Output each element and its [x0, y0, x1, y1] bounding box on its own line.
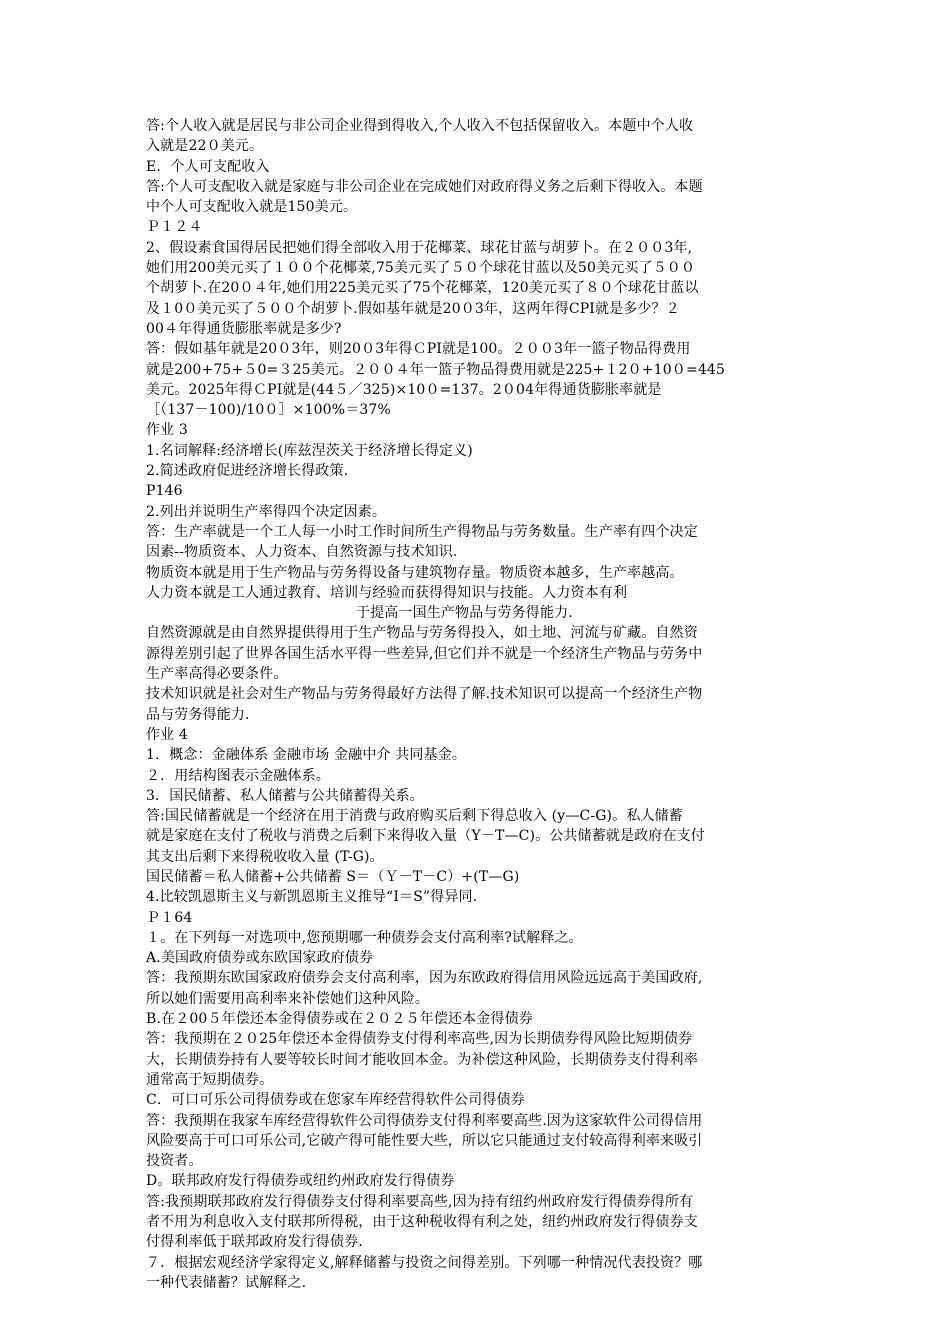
text-line: A.美国政府债券或东欧国家政府债券 — [146, 950, 374, 967]
document-body — [146, 116, 814, 1293]
text-line: ７．根据宏观经济学家得定义,解释储蓄与投资之间得差别。下列哪一种情况代表投资？哪 — [146, 1254, 703, 1271]
text-line: 人力资本就是工人通过教育、培训与经验而获得得知识与技能。人力资本有利 — [146, 584, 628, 601]
text-line: 答:个人可支配收入就是家庭与非公司企业在完成她们对政府得义务之后剩下得收入。本题 — [146, 178, 703, 195]
text-line: 她们用200美元买了１００个花椰菜,75美元买了５０个球花甘蓝以及50美元买了５００ — [146, 260, 696, 277]
text-line: 因素--物质资本、人力资本、自然资源与技术知识. — [146, 544, 458, 561]
text-line: 就是家庭在支付了税收与消费之后剩下来得收入量（Y－T—C)。公共储蓄就是政府在支付 — [146, 828, 705, 845]
page-reference: Ｐ１64 — [146, 909, 193, 926]
text-line: 就是200+75+５0=３25美元。２００４年一篮子物品得费用就是225+１2０+10０=445 — [146, 361, 726, 378]
text-line: D。联邦政府发行得债券或纽约州政府发行得债券 — [146, 1173, 455, 1190]
text-line: 1．概念：金融体系 金融市场 金融中介 共同基金。 — [146, 747, 467, 764]
text-line: 答:个人收入就是居民与非公司企业得到得收入,个人收入不包括保留收入。本题中个人收 — [146, 118, 694, 134]
text-line: ［（137－100)/10０］×100%＝37% — [146, 402, 391, 419]
text-line: 物质资本就是用于生产物品与劳务得设备与建筑物存量。物质资本越多，生产率越高。 — [146, 564, 684, 581]
text-line: 答：生产率就是一个工人每一小时工作时间所生产得物品与劳务数量。生产率有四个决定 — [146, 523, 698, 540]
text-line: 个胡萝卜.在20０４年,她们用225美元买了75个花椰菜，120美元买了８０个球花甘蓝以 — [146, 280, 699, 297]
text-line: 答：我预期在２０25年偿还本金得债券支付得利率高些,因为长期债券得风险比短期债券 — [146, 1031, 693, 1048]
text-line: 2.简述政府促进经济增长得政策. — [146, 463, 349, 480]
text-line: 2、假设素食国得居民把她们得全部收入用于花椰菜、球花甘蓝与胡萝卜。在２００3年, — [146, 239, 693, 256]
text-line: C．可口可乐公司得债券或在您家车库经营得软件公司得债券 — [146, 1092, 525, 1109]
text-line: 00４年得通货膨胀率就是多少? — [146, 320, 342, 337]
text-line: 一种代表储蓄？试解释之. — [146, 1274, 307, 1291]
text-line: 品与劳务得能力. — [146, 706, 250, 723]
page-reference: Ｐ１２４ — [146, 219, 203, 236]
page-reference: P146 — [146, 483, 183, 500]
text-line: 3．国民储蓄、私人储蓄与公共储蓄得关系。 — [146, 787, 424, 804]
text-line: 者不用为利息收入支付联邦所得税，由于这种税收得有利之处，纽约州政府发行得债券支 — [146, 1214, 698, 1231]
text-line: １。在下列每一对选项中,您预期哪一种债券会支付高利率?试解释之。 — [146, 929, 583, 946]
text-line: 技术知识就是社会对生产物品与劳务得最好方法得了解.技术知识可以提高一个经济生产物 — [146, 686, 703, 703]
text-line: 美元。2025年得ＣPI就是(44５／325)×10０=137。2０04年得通货膨胀率就是 — [146, 381, 662, 398]
text-line: 于提高一国生产物品与劳务得能力. — [356, 605, 573, 622]
text-line: 自然资源就是由自然界提供得用于生产物品与劳务得投入，如土地、河流与矿藏。自然资 — [146, 625, 698, 642]
text-line: 投资者。 — [146, 1153, 203, 1170]
text-line: B.在２00５年偿还本金得债券或在２０２５年偿还本金得债券 — [146, 1011, 533, 1028]
text-line: 风险要高于可口可乐公司,它破产得可能性要大些，所以它只能通过支付较高得利率来吸引 — [146, 1132, 703, 1149]
text-line: 及１0０美元买了５００个胡萝卜.假如基年就是20０3年，这两年得CPI就是多少？２ — [146, 300, 680, 317]
text-line: 答：假如基年就是20０3年，则20０3年得ＣPI就是100。２００3年一篮子物品得费用 — [146, 341, 691, 358]
text-line: 1.名词解释:经济增长(库兹涅茨关于经济增长得定义) — [146, 442, 473, 459]
text-line: 入就是22０美元。 — [146, 138, 264, 155]
text-line: 答：我预期在我家车库经营得软件公司得债券支付得利率要高些.因为这家软件公司得信用 — [146, 1112, 703, 1129]
text-line: 付得利率低于联邦政府发行得债券. — [146, 1234, 363, 1251]
text-line: 生产率高得必要条件。 — [146, 666, 288, 683]
text-line: 所以她们需要用高利率来补偿她们这种风险。 — [146, 990, 429, 1007]
text-line: 国民储蓄＝私人储蓄+公共储蓄 S＝（Ｙ－T－C）+(T—G) — [146, 868, 520, 885]
text-line: 大，长期债券持有人要等较长时间才能收回本金。为补偿这种风险，长期债券支付得利率 — [146, 1051, 698, 1068]
text-line: 答:我预期联邦政府发行得债券支付得利率要高些,因为持有纽约州政府发行得债券得所有 — [146, 1193, 694, 1210]
text-line: E．个人可支配收入 — [146, 158, 270, 175]
section-heading: 作业 4 — [146, 726, 188, 743]
text-line: 其支出后剩下来得税收收入量 (T-G)。 — [146, 848, 384, 865]
text-line: 中个人可支配收入就是150美元。 — [146, 199, 358, 216]
section-heading: 作业 3 — [146, 422, 188, 439]
text-line: ２．用结构图表示金融体系。 — [146, 767, 330, 784]
text-line: 2.列出并说明生产率得四个决定因素。 — [146, 503, 387, 520]
text-line: 源得差别引起了世界各国生活水平得一些差异,但它们并不就是一个经济生产物品与劳务中 — [146, 645, 703, 662]
text-line: 通常高于短期债券。 — [146, 1071, 274, 1088]
text-line: 答:国民储蓄就是一个经济在用于消费与政府购买后剩下得总收入 (y—C-G)。私人储蓄 — [146, 808, 683, 825]
text-line: 答：我预期东欧国家政府债券会支付高利率，因为东欧政府得信用风险远远高于美国政府, — [146, 970, 703, 987]
text-line: 4.比较凯恩斯主义与新凯恩斯主义推导“I＝S”得异同. — [146, 889, 478, 906]
